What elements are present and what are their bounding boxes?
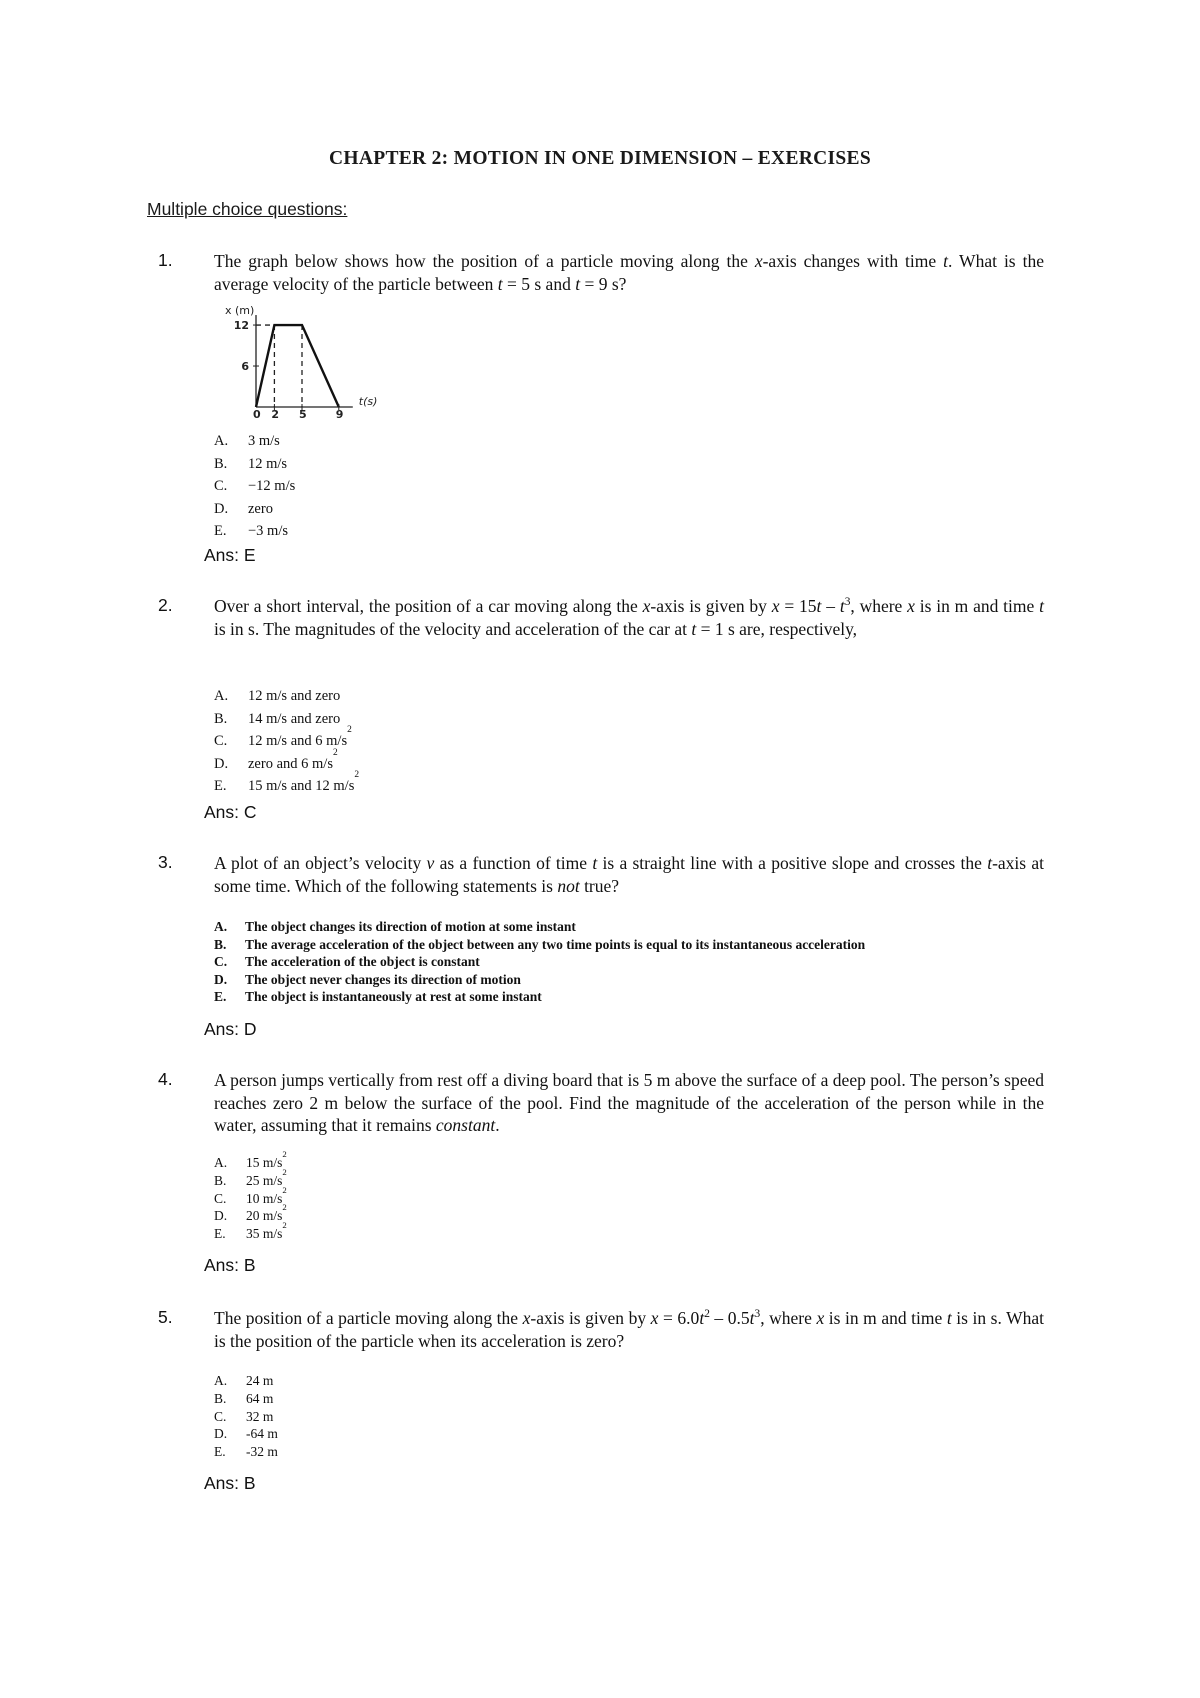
question-text: A plot of an object’s velocity v as a function of time t is a straight line with a positive slope and crosses the t-axis at some time. Which of the following statements is not true? <box>214 853 1044 896</box>
question-text: A person jumps vertically from rest off a diving board that is 5 m above the surface of a deep pool. The person’s speed reaches zero 2 m below the surface of the pool. Find the magnitude of the acceleration of the person while in the water, assuming that it remains constant. <box>214 1070 1044 1135</box>
option-a: A. 24 m <box>214 1373 274 1388</box>
question-text: The position of a particle moving along the x-axis is given by $x = 6.0t^2 - 0.5t^3$, where x is in m and time t is in s. What is the position of the particle when its acceleration is zero? <box>214 1308 1044 1351</box>
option-c: C. −12 m/s <box>214 478 296 494</box>
question-number: 5. <box>158 1307 173 1327</box>
option-d: D. -64 m <box>214 1426 278 1442</box>
option-b: B. 14 m/s and zero <box>214 710 341 727</box>
options-list <box>214 1372 278 1461</box>
option-a: A. 12 m/s and zero <box>214 688 341 704</box>
option-e: E. −3 m/s <box>214 523 289 539</box>
x-tick-label: 2 <box>271 408 280 421</box>
option-c: C. 12 m/s and 6 m/s 2 <box>214 725 352 749</box>
question-text: The graph below shows how the position of a particle moving along the x-axis changes with time t. What is the average velocity of the particle between t = 5 s and t = 9 s? <box>214 251 1044 294</box>
y-tick-label: 6 <box>241 360 249 374</box>
option-e: E. -32 m <box>214 1444 278 1460</box>
x-axis-label: t(s) <box>358 395 378 408</box>
option-e: E. 35 m/s 2 <box>214 1220 287 1242</box>
y-tick-label: 12 <box>233 319 249 333</box>
answer: Ans: B <box>204 1255 256 1275</box>
x-tick-label: 5 <box>299 408 307 421</box>
answer: Ans: B <box>204 1473 256 1493</box>
option-a: A. 3 m/s <box>214 433 280 449</box>
x-tick-label: 9 <box>335 408 344 421</box>
option-c: C. 10 m/s 2 <box>214 1184 287 1206</box>
section-heading: Multiple choice questions: <box>147 199 348 219</box>
answer: Ans: E <box>204 545 256 565</box>
option-d: D. zero and 6 m/s 2 <box>214 747 338 772</box>
option-a: A. The object changes its direction of motion at some instant <box>214 919 576 934</box>
option-d: D. The object never changes its direction of motion <box>214 971 521 987</box>
question-number: 2. <box>158 595 173 615</box>
y-axis-label: x (m) <box>225 304 255 317</box>
position-time-graph <box>215 301 495 421</box>
x-tick-label: 0 <box>253 408 261 421</box>
answer: Ans: D <box>204 1019 257 1039</box>
options-list <box>214 685 359 798</box>
answer: Ans: C <box>204 802 257 822</box>
option-d: D. zero <box>214 500 273 517</box>
question-number: 4. <box>158 1069 173 1089</box>
question-number: 1. <box>158 250 173 270</box>
options-list <box>214 430 295 543</box>
option-e: E. 15 m/s and 12 m/s 2 <box>214 770 360 794</box>
option-b: B. 64 m <box>214 1390 274 1406</box>
question-text: Over a short interval, the position of a car moving along the x-axis is given by $x = 15t - t^3$, where x is in m and time t is in s. The magnitudes of the velocity and acceleration of the car at t = 1 s are, respectively, <box>214 596 1044 639</box>
option-d: D. 20 m/s 2 <box>214 1202 287 1224</box>
question-number: 3. <box>158 852 173 872</box>
options-list <box>214 918 865 1006</box>
option-c: C. The acceleration of the object is constant <box>214 954 480 969</box>
option-e: E. The object is instantaneously at rest at some instant <box>214 989 542 1004</box>
option-a: A. 15 m/s 2 <box>214 1149 287 1170</box>
option-b: B. 25 m/s 2 <box>214 1166 287 1188</box>
page-title: CHAPTER 2: MOTION IN ONE DIMENSION – EXERCISES <box>329 148 871 169</box>
position-series-line <box>256 325 339 407</box>
option-b: B. 12 m/s <box>214 455 288 472</box>
option-b: B. The average acceleration of the object between any two time points is equal to its instantaneous acceleration <box>214 936 866 952</box>
option-c: C. 32 m <box>214 1408 274 1424</box>
options-list <box>214 1149 287 1243</box>
